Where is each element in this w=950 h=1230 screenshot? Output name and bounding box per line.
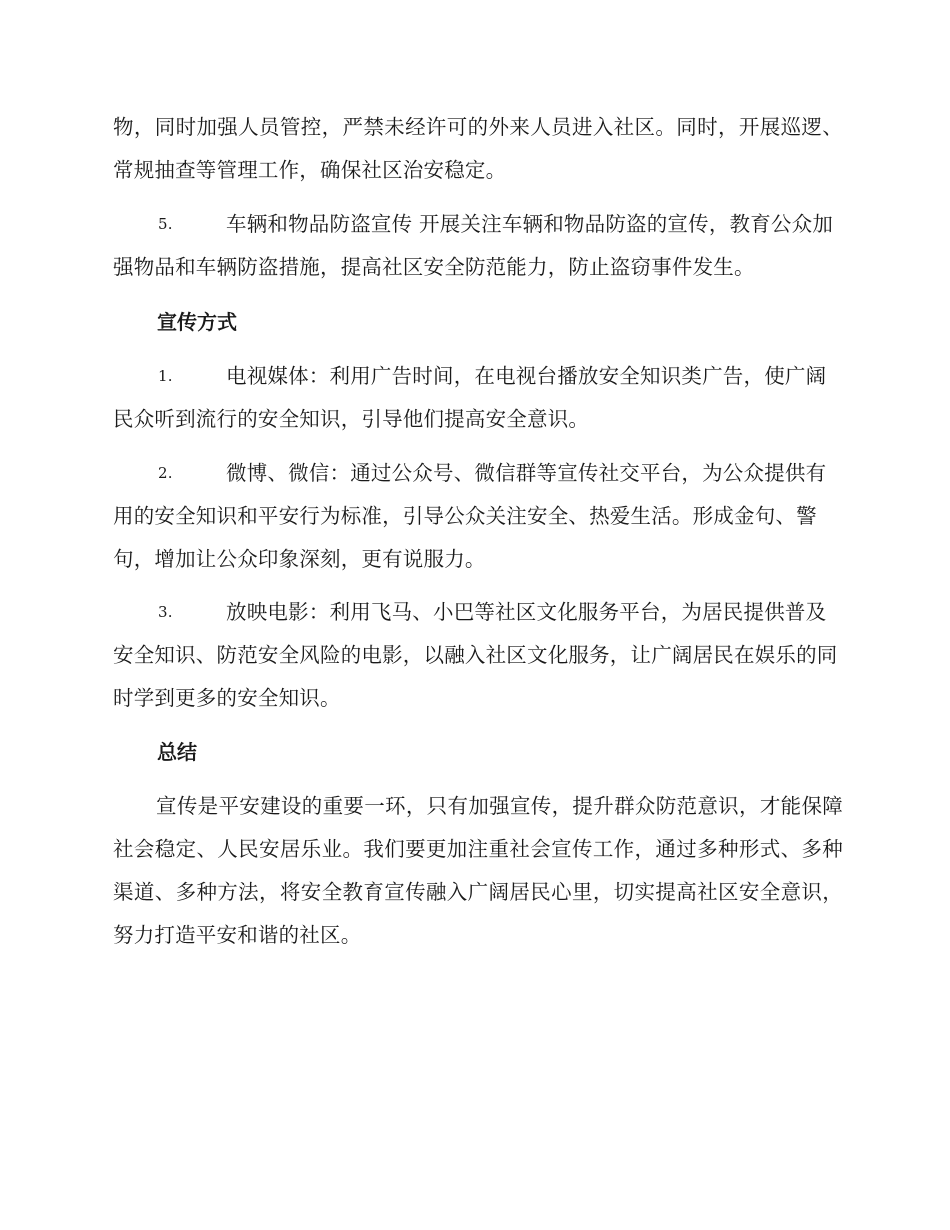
list-item-2 (113, 452, 843, 581)
list-item-1 (113, 355, 843, 441)
list-item-number: 2. (158, 464, 173, 482)
list-item-number: 3. (158, 603, 173, 621)
list-item-text: 放映电影：利用飞马、小巴等社区文化服务平台，为居民提供普及安全知识、防范安全风险的电影，以融入社区文化服务，让广阔居民在娱乐的同时学到更多的安全知识。 (113, 600, 838, 710)
list-item-text: 微博、微信：通过公众号、微信群等宣传社交平台，为公众提供有用的安全知识和平安行为标准，引导公众关注安全、热爱生活。形成金句、警句，增加让公众印象深刻，更有说服力。 (113, 461, 827, 571)
continuation-paragraph: 物，同时加强人员管控，严禁未经许可的外来人员进入社区。同时，开展巡逻、常规抽查等管理工作，确保社区治安稳定。 (113, 115, 843, 182)
list-item-3 (113, 591, 843, 720)
list-item-text: 车辆和物品防盗宣传 开展关注车辆和物品防盗的宣传，教育公众加强物品和车辆防盗措施，提高社区安全防范能力，防止盗窃事件发生。 (113, 212, 834, 279)
section-heading-methods: 宣传方式 (157, 310, 237, 334)
list-item-text: 电视媒体：利用广告时间，在电视台播放安全知识类广告，使广阔民众听到流行的安全知识，引导他们提高安全意识。 (113, 364, 827, 431)
list-item-5 (113, 203, 843, 289)
section-heading-summary: 总结 (157, 740, 197, 764)
list-item-number: 1. (158, 367, 173, 385)
list-item-number: 5. (158, 215, 173, 233)
summary-paragraph: 宣传是平安建设的重要一环，只有加强宣传，提升群众防范意识，才能保障社会稳定、人民安居乐业。我们要更加注重社会宣传工作，通过多种形式、多种渠道、多种方法，将安全教育宣传融入广阔居民心里，切实提高社区安全意识，努力打造平安和谐的社区。 (113, 794, 843, 947)
